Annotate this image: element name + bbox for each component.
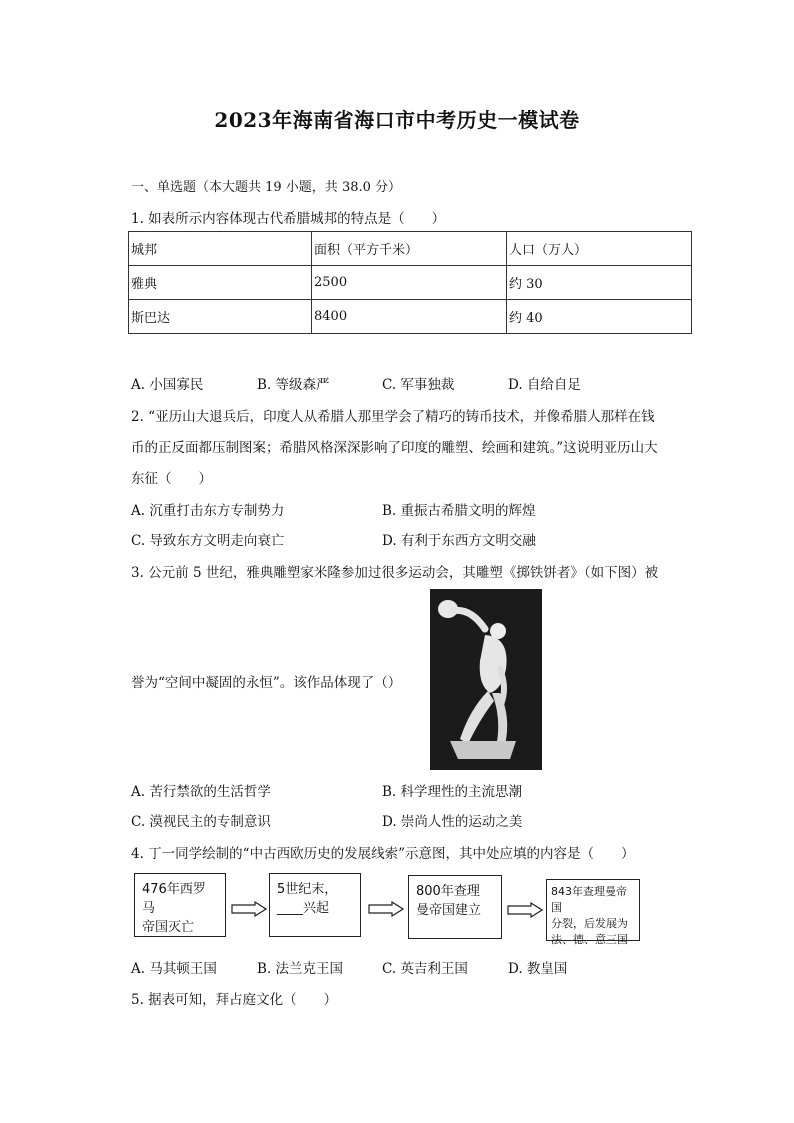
table-row [129, 232, 692, 266]
table-cell: 8400 [312, 300, 507, 334]
table-header-cell: 面积（平方千米） [312, 232, 507, 266]
table-cell: 斯巴达 [129, 300, 312, 334]
flow-arrow-icon [368, 901, 404, 917]
q2-line-3: 东征（ ） [131, 471, 212, 487]
flow-box-2 [269, 873, 361, 937]
flow-box-4-line: 分裂，后发展为 [551, 917, 628, 930]
q3-line-1: 3. 公元前 5 世纪，雅典雕塑家米隆参加过很多运动会，其雕塑《掷铁饼者》（如下图）被 [131, 565, 659, 581]
flow-box-4-line: 法、德、意三国 [551, 933, 628, 946]
flow-box-4 [546, 879, 640, 946]
flow-box-4-line: 843年查理曼帝国 [551, 885, 627, 914]
flow-box-3-line: 曼帝国建立 [416, 903, 482, 918]
exam-title: 2023年海南省海口市中考历史一模试卷 [214, 108, 580, 132]
table-cell: 雅典 [129, 266, 312, 300]
q3-option-b[interactable]: B. 科学理性的主流思潮 [382, 784, 523, 800]
q2-option-c[interactable]: C. 导致东方文明走向衰亡 [131, 533, 285, 549]
q3-line-2: 誉为“空间中凝固的永恒”。该作品体现了（） [131, 675, 402, 691]
q3-option-d[interactable]: D. 崇尚人性的运动之美 [382, 814, 523, 830]
flow-box-1 [134, 873, 226, 937]
table-cell: 约 30 [507, 266, 692, 300]
q4-stem: 4. 丁一同学绘制的“中古西欧历史的发展线索”示意图，其中处应填的内容是（ ） [131, 846, 635, 862]
q2-option-b[interactable]: B. 重振古希腊文明的辉煌 [382, 503, 536, 519]
q2-option-a[interactable]: A. 沉重打击东方专制势力 [131, 503, 285, 519]
q2-option-d[interactable]: D. 有利于东西方文明交融 [382, 533, 536, 549]
q2-line-1: 2. “亚历山大退兵后，印度人从希腊人那里学会了精巧的铸币技术，并像希腊人那样在钱 [131, 409, 655, 425]
q3-option-c[interactable]: C. 漠视民主的专制意识 [131, 814, 271, 830]
flow-box-3-line: 800年查理 [416, 884, 480, 899]
q2-line-2: 币的正反面都压制图案；希腊风格深深影响了印度的雕塑、绘画和建筑。”这说明亚历山大 [131, 440, 658, 456]
q1-option-d[interactable]: D. 自给自足 [508, 377, 581, 393]
table-header-cell: 城邦 [129, 232, 312, 266]
table-row [129, 266, 692, 300]
flow-arrow-icon [507, 902, 543, 918]
q1-option-a[interactable]: A. 小国寡民 [131, 377, 204, 393]
flow-arrow-icon [231, 901, 267, 917]
table-cell: 2500 [312, 266, 507, 300]
table-row [129, 300, 692, 334]
q4-option-b[interactable]: B. 法兰克王国 [257, 961, 344, 977]
flow-box-2-line: 5世纪末， [277, 882, 338, 897]
flow-box-1-line: 帝国灭亡 [142, 920, 195, 935]
discobolus-image [430, 589, 542, 770]
flow-box-3 [408, 875, 502, 939]
table-header-cell: 人口（万人） [507, 232, 692, 266]
q4-option-c[interactable]: C. 英吉利王国 [382, 961, 468, 977]
q1-option-b[interactable]: B. 等级森严 [257, 377, 330, 393]
section-heading: 一、单选题（本大题共 19 小题，共 38.0 分） [131, 180, 402, 195]
q5-stem: 5. 据表可知，拜占庭文化（ ） [131, 992, 338, 1008]
flow-box-2-line: ____兴起 [277, 901, 330, 916]
table-cell: 约 40 [507, 300, 692, 334]
q4-option-a[interactable]: A. 马其顿王国 [131, 961, 217, 977]
q3-option-a[interactable]: A. 苦行禁欲的生活哲学 [131, 784, 271, 800]
q4-option-d[interactable]: D. 教皇国 [508, 961, 568, 977]
flow-box-1-line: 476年西罗马 [142, 882, 206, 916]
q1-option-c[interactable]: C. 军事独裁 [382, 377, 455, 393]
q1-stem: 1. 如表所示内容体现古代希腊城邦的特点是（ ） [131, 211, 446, 227]
q1-table [128, 231, 692, 334]
